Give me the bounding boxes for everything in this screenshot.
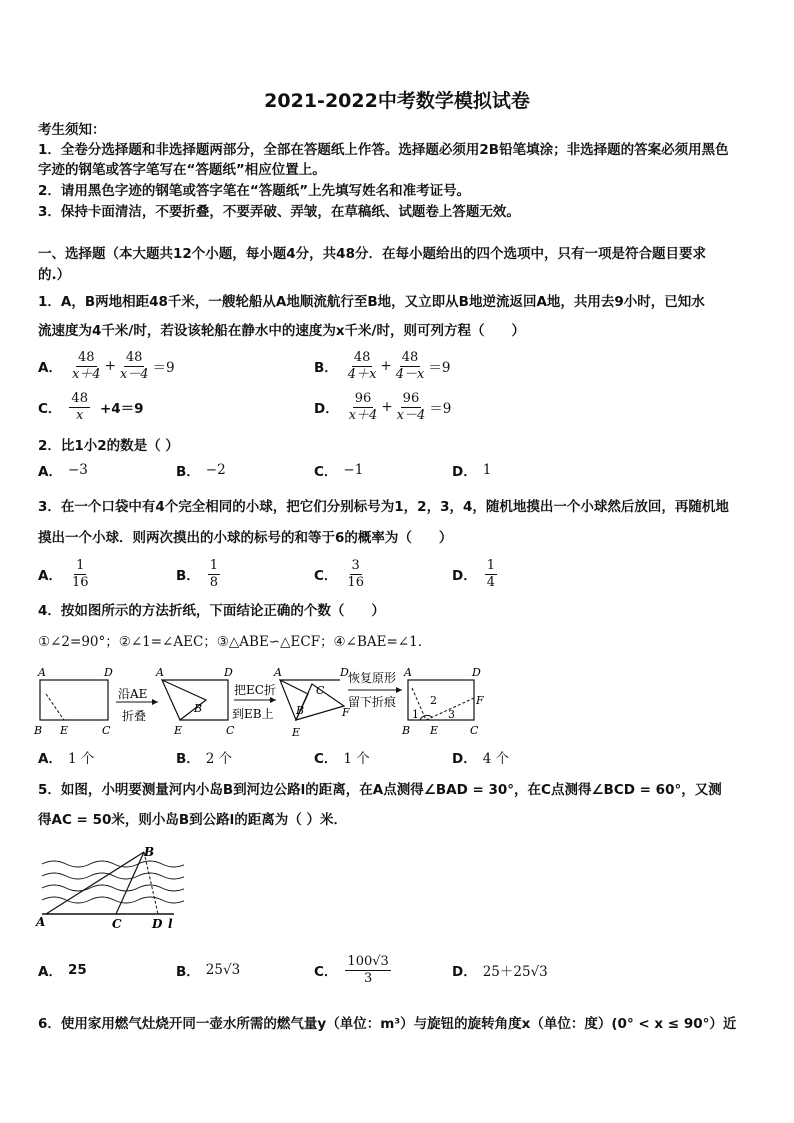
q5-option-a[interactable]: A． 25	[38, 962, 87, 980]
q1-options-row-2	[38, 387, 760, 427]
notice-line-4: 3．保持卡面清洁，不要折叠，不要弄破、弄皱，在草稿纸、试题卷上答题无效。	[38, 204, 520, 220]
q5-stem-line-1: 5．如图，小明要测量河内小岛B到河边公路l的距离，在A点测得∠BAD = 30°，在C点测得∠BCD = 60°，又测	[38, 782, 722, 798]
q1-stem-line-1: 1．A，B两地相距48千米，一艘轮船从A地顺流航行至B地，又立即从B地逆流返回A地，共用去9小时，已知水	[38, 294, 705, 310]
svg-text:A: A	[156, 666, 164, 679]
q2-options	[38, 456, 760, 484]
q4-option-a[interactable]: A． 1 个	[38, 751, 95, 767]
fold-step-2	[155, 666, 235, 737]
q4-option-d[interactable]: D． 4 个	[452, 751, 510, 767]
q5-options	[38, 950, 760, 990]
q6-stem-line-1: 6．使用家用燃气灶烧开同一壶水所需的燃气量y（单位：m³）与旋钮的旋转角度x（单位：度）(0° < x ≤ 90°）近	[38, 1016, 737, 1032]
svg-text:l: l	[168, 917, 173, 931]
q3-stem-line-2: 摸出一个小球．则两次摸出的小球的标号的和等于6的概率为（ ）	[38, 530, 453, 546]
notice-heading: 考生须知：	[38, 122, 106, 138]
section-heading-line-1: 一、选择题（本大题共12个小题，每小题4分，共48分．在每小题给出的四个选项中，只有一项是符合题目要求	[38, 246, 706, 262]
svg-text:把EC折: 把EC折	[234, 683, 276, 697]
svg-text:到EB上: 到EB上	[232, 707, 274, 721]
river-waves	[42, 861, 184, 903]
svg-text:B: B	[296, 704, 305, 717]
fraction: $\frac{96}{x-4}$	[396, 390, 426, 423]
q4-option-c[interactable]: C． 1 个	[314, 751, 370, 767]
q3-option-c[interactable]: C． $\frac{3}{16}$	[314, 557, 364, 590]
svg-text:A: A	[404, 666, 412, 679]
svg-text:C: C	[102, 724, 111, 737]
q5-option-d[interactable]: D． 25＋25√3	[452, 964, 548, 980]
q1-option-d[interactable]: D． $\frac{96}{x+4}$ + $\frac{96}{x-4}$ ＝9	[314, 390, 452, 423]
svg-text:留下折痕: 留下折痕	[348, 695, 397, 709]
svg-text:F: F	[476, 694, 484, 707]
q5-option-c[interactable]: C． $\frac{100√3}{3}$	[314, 953, 389, 986]
svg-text:3: 3	[448, 708, 455, 721]
svg-text:D: D	[152, 917, 163, 931]
fold-step-3	[273, 666, 350, 739]
svg-text:C: C	[470, 724, 479, 737]
svg-text:E: E	[60, 724, 69, 737]
svg-text:E: E	[174, 724, 183, 737]
svg-text:B: B	[34, 724, 43, 737]
svg-text:恢复原形: 恢复原形	[348, 671, 397, 685]
fraction: $\frac{48}{4+x}$	[347, 349, 377, 382]
q3-option-d[interactable]: D． $\frac{1}{4}$	[452, 557, 495, 590]
svg-text:B: B	[144, 845, 155, 859]
q1-option-a[interactable]: A． $\frac{48}{x+4}$ + $\frac{48}{x-4}$ ＝9	[38, 349, 175, 382]
svg-text:D: D	[104, 666, 113, 679]
svg-text:D: D	[472, 666, 481, 679]
q1-option-b[interactable]: B． $\frac{48}{4+x}$ + $\frac{48}{4-x}$ ＝9	[314, 349, 451, 382]
q1-option-c[interactable]: C． $\frac{48}{x}$ +4＝9	[38, 390, 144, 423]
notice-line-3: 2．请用黑色字迹的钢笔或答字笔在“答题纸”上先填写姓名和准考证号。	[38, 183, 471, 199]
svg-text:F: F	[342, 706, 350, 719]
folding-figure	[30, 660, 500, 742]
svg-text:D: D	[224, 666, 233, 679]
fold-arrow-3	[348, 670, 402, 709]
svg-text:C: C	[112, 917, 122, 931]
q3-option-a[interactable]: A． $\frac{1}{16}$	[38, 557, 89, 590]
svg-text:A: A	[38, 666, 46, 679]
svg-text:C: C	[226, 724, 235, 737]
svg-text:A: A	[36, 915, 46, 929]
svg-text:折叠: 折叠	[122, 709, 147, 723]
q3-option-b[interactable]: B． $\frac{1}{8}$	[176, 557, 219, 590]
q1-stem-line-2: 流速度为4千米/时，若设该轮船在静水中的速度为x千米/时，则可列方程（ ）	[38, 323, 525, 339]
fold-step-4	[401, 666, 484, 737]
q3-options	[38, 554, 760, 594]
q4-conclusions: ①∠2=90°；②∠1=∠AEC；③△ABE∽△ECF；④∠BAE=∠1．	[38, 634, 432, 650]
q5-stem-line-2: 得AC = 50米，则小岛B到公路l的距离为（ ）米．	[38, 812, 347, 828]
svg-text:B: B	[402, 724, 411, 737]
fraction: $\frac{48}{4-x}$	[395, 349, 425, 382]
q2-option-b[interactable]: B． −2	[176, 462, 226, 480]
q3-stem-line-1: 3．在一个口袋中有4个完全相同的小球，把它们分别标号为1，2，3，4，随机地摸出一个小球然后放回，再随机地	[38, 499, 729, 515]
svg-text:D: D	[340, 666, 349, 679]
q2-option-d[interactable]: D． 1	[452, 462, 492, 480]
svg-text:沿AE: 沿AE	[118, 687, 148, 701]
q5-option-b[interactable]: B． 25√3	[176, 962, 241, 980]
svg-text:1: 1	[412, 708, 419, 721]
svg-text:A: A	[274, 666, 282, 679]
line-ab	[46, 852, 144, 914]
q1-options-row-1	[38, 346, 760, 386]
fold-arrow-1	[116, 687, 158, 723]
section-heading-line-2: 的.）	[38, 267, 71, 283]
fraction: $\frac{48}{x}$	[71, 390, 88, 423]
svg-text:E: E	[430, 724, 439, 737]
svg-text:2: 2	[430, 694, 437, 707]
notice-line-1: 1．全卷分选择题和非选择题两部分，全部在答题纸上作答。选择题必须用2B铅笔填涂；非选择题的答案必须用黑色	[38, 142, 729, 158]
q2-stem: 2．比1小2的数是（ ）	[38, 438, 179, 454]
notice-line-2: 字迹的钢笔或答字笔写在“答题纸”相应位置上。	[38, 162, 326, 178]
q2-option-c[interactable]: C． −1	[314, 462, 364, 480]
river-figure	[34, 842, 184, 934]
q4-options	[38, 744, 760, 770]
svg-text:E: E	[292, 726, 301, 739]
q4-option-b[interactable]: B． 2 个	[176, 751, 233, 767]
q2-option-a[interactable]: A． −3	[38, 462, 88, 480]
svg-text:C: C	[316, 684, 325, 697]
fraction: $\frac{48}{x-4}$	[119, 349, 149, 382]
svg-text:B: B	[194, 702, 203, 715]
fraction: $\frac{96}{x+4}$	[348, 390, 378, 423]
fold-arrow-2	[232, 682, 276, 721]
page-title: 2021-2022中考数学模拟试卷	[264, 90, 530, 112]
q4-stem: 4．按如图所示的方法折纸，下面结论正确的个数（ ）	[38, 603, 385, 619]
fraction: $\frac{48}{x+4}$	[71, 349, 101, 382]
fold-step-1	[33, 666, 113, 737]
